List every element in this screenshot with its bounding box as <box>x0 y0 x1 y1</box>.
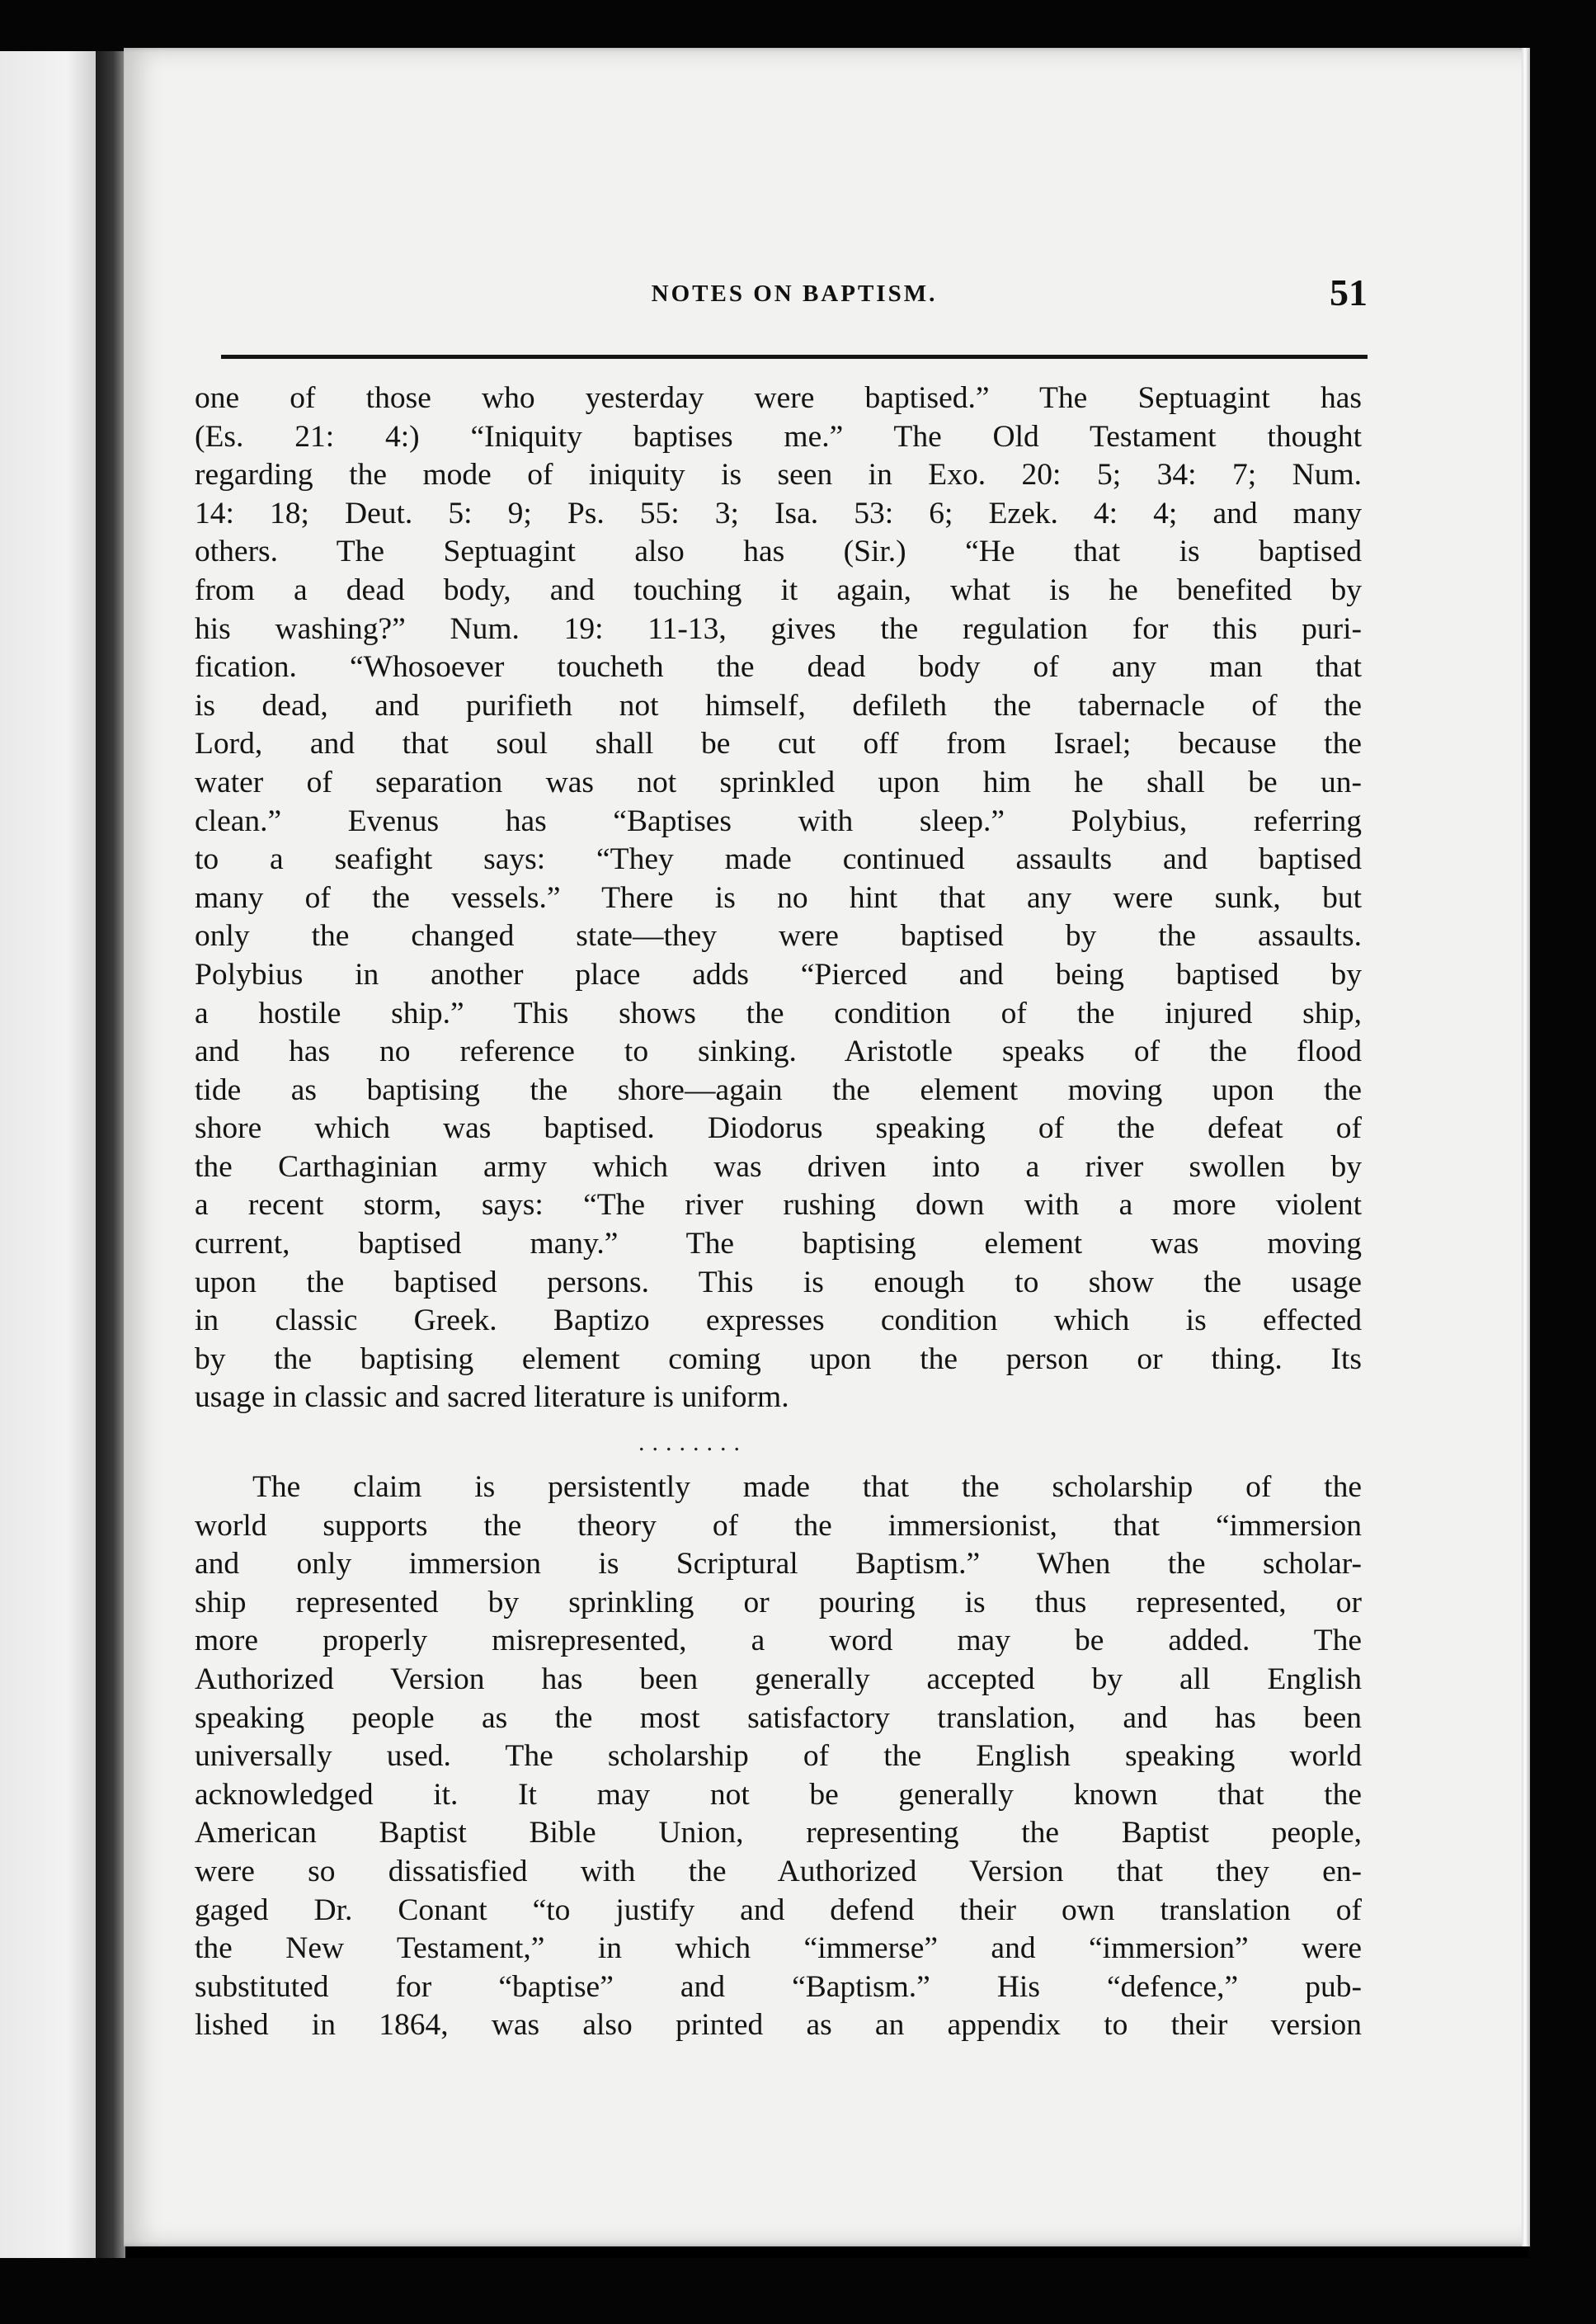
text-line: were so dissatisfied with the Authorized Version that they en- <box>195 1854 1362 1888</box>
page-header <box>221 272 1368 322</box>
text-line: Authorized Version has been generally accepted by all English <box>195 1662 1362 1696</box>
text-line: usage in classic and sacred literature is uniform. <box>195 1380 789 1415</box>
text-line: ship represented by sprinkling or pouring is thus represented, or <box>195 1585 1362 1619</box>
running-head: NOTES ON BAPTISM. <box>651 280 938 307</box>
text-line: and has no reference to sinking. Aristotle speaks of the flood <box>195 1035 1362 1069</box>
text-line: upon the baptised persons. This is enough to show the usage <box>195 1265 1362 1299</box>
text-line: in classic Greek. Baptizo expresses condition which is effected <box>195 1303 1362 1338</box>
text-line: Lord, and that soul shall be cut off from Israel; because the <box>195 727 1362 761</box>
facing-page-edge <box>0 51 96 2258</box>
scan-border-right <box>1528 0 1596 2324</box>
text-line: a hostile ship.” This shows the condition of the injured ship, <box>195 996 1362 1030</box>
header-rule <box>221 355 1368 359</box>
text-line: only the changed state—they were baptised by the assaults. <box>195 919 1362 954</box>
text-line: speaking people as the most satisfactory translation, and has been <box>195 1700 1362 1735</box>
text-line: water of separation was not sprinkled upon him he shall be un- <box>195 765 1362 799</box>
text-line: current, baptised many.” The baptising element was moving <box>195 1227 1362 1261</box>
text-line: his washing?” Num. 19: 11-13, gives the regulation for this puri- <box>195 611 1362 646</box>
text-line: 14: 18; Deut. 5: 9; Ps. 55: 3; Isa. 53: 6; Ezek. 4: 4; and many <box>195 496 1362 530</box>
text-line: gaged Dr. Conant “to justify and defend their own translation of <box>195 1893 1362 1927</box>
text-line: The claim is persistently made that the scholarship of the <box>252 1470 1362 1505</box>
text-line: the New Testament,” in which “immerse” and “immersion” were <box>195 1931 1362 1966</box>
text-line: regarding the mode of iniquity is seen in Exo. 20: 5; 34: 7; Num. <box>195 458 1362 493</box>
text-line: fication. “Whosoever toucheth the dead body of any man that <box>195 650 1362 685</box>
paragraph-1 <box>195 379 1362 1417</box>
text-line: more properly misrepresented, a word may be added. The <box>195 1624 1362 1658</box>
paragraph-2 <box>195 1468 1362 2045</box>
text-line: substituted for “baptise” and “Baptism.” His “defence,” pub- <box>195 1969 1362 2004</box>
text-line: American Baptist Bible Union, representing the Baptist people, <box>195 1816 1362 1850</box>
book-page <box>124 48 1530 2246</box>
text-line: the Carthaginian army which was driven into a river swollen by <box>195 1149 1362 1184</box>
text-line: by the baptising element coming upon the person or thing. Its <box>195 1341 1362 1376</box>
text-line: world supports the theory of the immersionist, that “immersion <box>195 1508 1362 1543</box>
book-gutter <box>96 51 125 2258</box>
text-line: universally used. The scholarship of the English speaking world <box>195 1739 1362 1774</box>
text-line: to a seafight says: “They made continued assaults and baptised <box>195 842 1362 877</box>
section-separator: ........ <box>638 1429 747 1457</box>
body-text <box>195 379 1362 2045</box>
page-edge <box>1522 48 1530 2246</box>
text-line: many of the vessels.” There is no hint that any were sunk, but <box>195 880 1362 915</box>
scan-border-top <box>0 0 1596 51</box>
text-line: is dead, and purifieth not himself, defileth the tabernacle of the <box>195 688 1362 723</box>
text-line: clean.” Evenus has “Baptises with sleep.” Polybius, referring <box>195 804 1362 838</box>
text-line: Polybius in another place adds “Pierced and being baptised by <box>195 957 1362 992</box>
text-line: from a dead body, and touching it again, what is he benefited by <box>195 573 1362 607</box>
text-line: one of those who yesterday were baptised.” The Septuagint has <box>195 381 1362 415</box>
text-line: acknowledged it. It may not be generally known that the <box>195 1777 1362 1812</box>
text-line: and only immersion is Scriptural Baptism.” When the scholar- <box>195 1547 1362 1582</box>
text-line: tide as baptising the shore—again the element moving upon the <box>195 1072 1362 1107</box>
text-line: a recent storm, says: “The river rushing down with a more violent <box>195 1188 1362 1223</box>
page-number: 51 <box>1330 271 1368 313</box>
text-line: shore which was baptised. Diodorus speaking of the defeat of <box>195 1111 1362 1146</box>
scan-border-bottom <box>0 2258 1596 2324</box>
text-line: lished in 1864, was also printed as an appendix to their version <box>195 2008 1362 2043</box>
text-line: others. The Septuagint also has (Sir.) “He that is baptised <box>195 535 1362 569</box>
text-line: (Es. 21: 4:) “Iniquity baptises me.” The Old Testament thought <box>195 419 1362 454</box>
